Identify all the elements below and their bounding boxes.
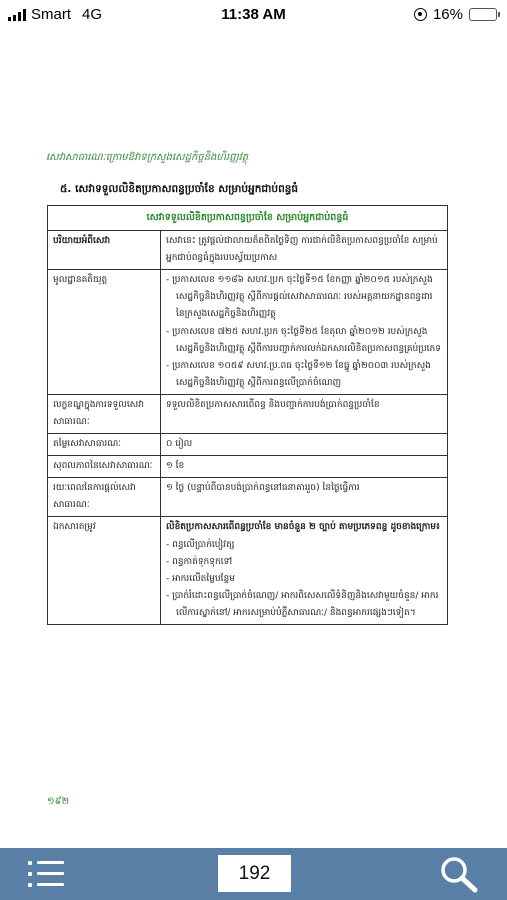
row-value: ១ ខែ: [161, 456, 448, 478]
table-row: [48, 270, 448, 395]
row-label: តម្លៃសេវាសាធារណៈ: [48, 434, 161, 456]
table-row: [48, 478, 448, 517]
battery-percent: 16%: [432, 6, 463, 23]
list-item: - ប្រកាសលេខ ១០៥៩ សហវ.ប្រ.ពធ ចុះថ្ងៃទី១២ ខែធ្នូ ឆ្នាំ២០០៣ របស់ក្រសួងសេដ្ឋកិច្ចនិងហិរញ្ញវត្ថុ ស្ដីពីការពន្ធលើប្រាក់ចំណេញ: [166, 360, 431, 388]
list-item: - ពន្ធកាត់ទុកទុកទៅ: [166, 556, 233, 567]
carrier-name: Smart: [31, 6, 72, 23]
list-menu-icon[interactable]: [28, 858, 68, 890]
page-number: ១៩២: [47, 796, 70, 807]
table-row: [48, 456, 448, 478]
row-value: សេវានេះ ត្រូវផ្ដល់ជាលាយត៏តពិតថ្ងៃទិញ ការជាក់លិខិតប្រកាសពន្ធប្រចាំខែ សម្រាប់អ្នកជាប់ពន្ធធំក្នុងរបបស្វ័យប្រកាស: [161, 231, 448, 270]
page-number-input[interactable]: 192: [218, 855, 291, 892]
table-header-row: [48, 206, 448, 231]
row-label: សុពលភាពនៃសេវាសាធារណៈ: [48, 456, 161, 478]
table-header: សេវាទទួលលិខិតប្រកាសពន្ធប្រចាំខែ សម្រាប់អ្នកជាប់ពន្ធធំ: [48, 206, 448, 231]
row-label: ឯកសារតម្រូវ: [48, 517, 161, 625]
list-item: - អាករលើតម្លៃបន្ថែម: [166, 573, 235, 584]
row-value: ០ រៀល: [161, 434, 448, 456]
list-item: - ប្រាក់រំដោះពន្ធលើប្រាក់ចំណេញ/ អាករពិសេសលើទំនិញនិងសេវាមួយចំនួន/ អាករលើការស្នាក់នៅ/ អាករសម្រាប់បំភ្លឺសាធារណៈ/ និងពន្ធអាករផ្សេងៗទៀត។: [166, 590, 439, 618]
bottom-toolbar: [0, 848, 507, 900]
section-title: ៥. សេវាទទួលលិខិតប្រកាសពន្ធប្រចាំខែ សម្រាប់អ្នកជាប់ពន្ធធំ: [60, 183, 299, 195]
table-row: [48, 231, 448, 270]
table-row: [48, 434, 448, 456]
rotation-lock-icon: [414, 8, 427, 21]
list-item: - ពន្ធលើប្រាក់បៀវត្ស: [166, 539, 235, 550]
list-item: - ប្រកាសលេខ ៧២៥ សហវ.ប្រក ចុះថ្ងៃទី២៥ ខែតុលា ឆ្នាំ២០១២ របស់ក្រសួងសេដ្ឋកិច្ចនិងហិរញ្ញវត្ថុ ស្ដីពីការបញ្ជាក់ការលក់ឯកសារលិខិតប្រកាសពន្ធគ្រប់ប្រភេទ: [166, 326, 441, 354]
clock: 11:38 AM: [221, 6, 286, 23]
status-right: [414, 6, 497, 23]
table-row: [48, 394, 448, 433]
running-head: សេវាសាធារណៈក្រោមឱវាទក្រសួងសេដ្ឋកិច្ចនិងហិរញ្ញវត្ថុ: [46, 152, 249, 163]
network-type: 4G: [82, 6, 103, 23]
list-item: - ប្រកាសលេខ ១១៨៦ សហវ.ប្រក ចុះថ្ងៃទី១៥ ខែកញ្ញា ឆ្នាំ២០១៥ របស់ក្រសួងសេដ្ឋកិច្ចនិងហិរញ្ញវត្ថុ ស្ដីពីការផ្ដល់សេវាសាធារណៈ របស់អគ្គនាយកដ្ឋានពន្ធដារ នៃក្រសួងសេដ្ឋកិច្ចនិងហិរញ្ញវត្ថុ: [166, 275, 433, 320]
table-row: [48, 517, 448, 625]
row-label: បរិយាយអំពីសេវា: [48, 231, 161, 270]
row-label: លក្ខខណ្ឌក្នុងការទទួលសេវាសាធារណៈ: [48, 394, 161, 433]
row-value: ១ ថ្ងៃ (បន្ទាប់ពីបានបង់ប្រាក់ពន្ធនៅធនាគាររួច) នៃថ្ងៃធ្វើការ: [161, 478, 448, 517]
row-value: ទទួលលិខិតប្រកាសសារពើពន្ធ និងបញ្ជាក់ការបង់ប្រាក់ពន្ធប្រចាំខែ: [161, 394, 448, 433]
battery-icon: [469, 8, 497, 21]
row-value: [161, 517, 448, 625]
required-docs-lead: លិខិតប្រកាសសារពើពន្ធប្រចាំខែ មានចំនួន ២ ច្បាប់ តាមប្រភេទពន្ធ ដូចខាងក្រោម៖: [166, 522, 440, 533]
document-page: [0, 30, 507, 848]
row-label: រយៈពេលនៃការផ្ដល់សេវាសាធារណៈ: [48, 478, 161, 517]
row-label: មូលដ្ឋានគតិយុត្ត: [48, 270, 161, 395]
status-bar: [0, 0, 507, 30]
service-table: [47, 205, 448, 625]
search-icon[interactable]: [439, 855, 479, 893]
row-value: [161, 270, 448, 395]
